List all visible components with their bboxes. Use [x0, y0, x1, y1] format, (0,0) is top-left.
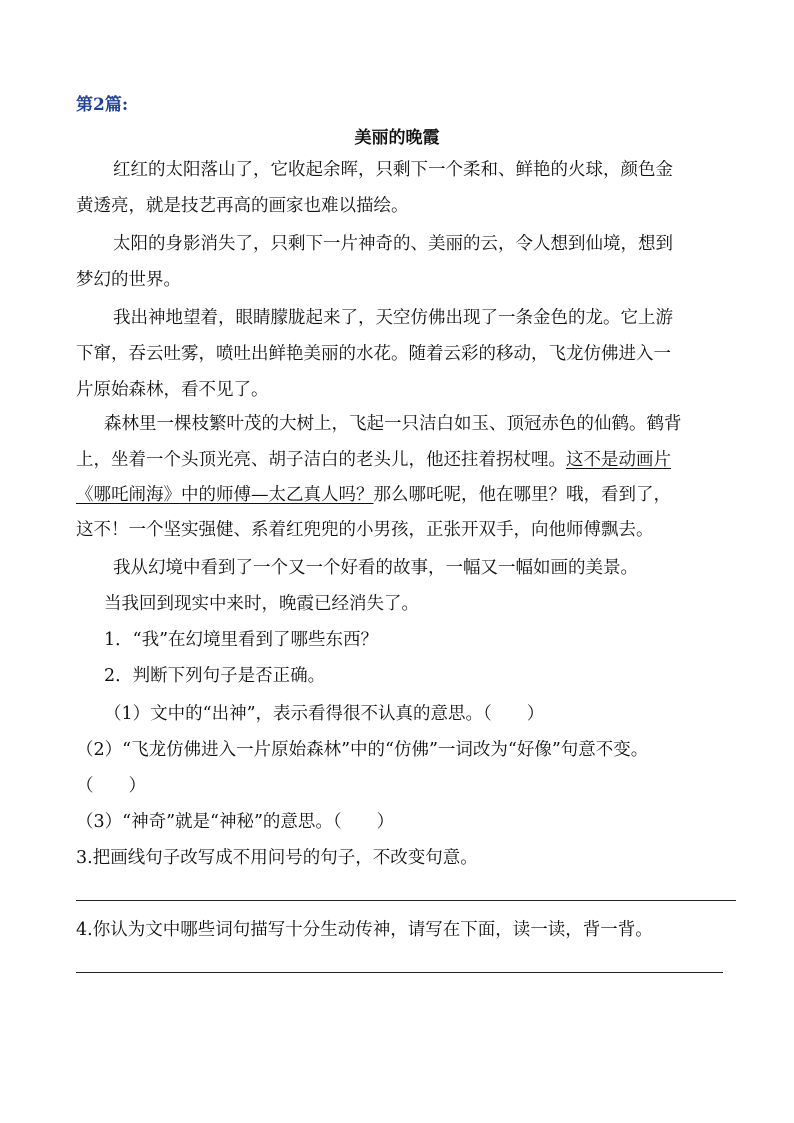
question-2-3: （3）“神奇”就是“神秘”的意思。（ ）	[76, 812, 395, 832]
question-2-1: （1）文中的“出神”，表示看得很不认真的意思。（ ）	[104, 704, 545, 724]
paragraph-4-line-2-text: 上，坐着一个头顶光亮、胡子洁白的老头儿，他还拄着拐杖哩。	[76, 450, 566, 470]
paragraph-6: 当我回到现实中来时，晚霞已经消失了。	[104, 594, 419, 614]
paragraph-4-line-4: 这不！一个坚实强健、系着红兜兜的小男孩，正张开双手，向他师傅飘去。	[76, 520, 654, 540]
paragraph-4-line-3-text: 那么哪吒呢，他在哪里？哦，看到了，	[373, 485, 671, 505]
paragraph-5: 我从幻境中看到了一个又一个好看的故事，一幅又一幅如画的美景。	[113, 558, 638, 578]
paragraph-2-line-1: 太阳的身影消失了，只剩下一片神奇的、美丽的云，令人想到仙境，想到	[113, 234, 673, 254]
section-label: 第2篇:	[76, 95, 129, 115]
paragraph-1-line-1: 红红的太阳落山了，它收起余晖，只剩下一个柔和、鲜艳的火球，颜色金	[113, 160, 673, 180]
question-2: 2．判断下列句子是否正确。	[104, 666, 326, 686]
paragraph-4-line-1: 森林里一棵枝繁叶茂的大树上，飞起一只洁白如玉、顶冠赤色的仙鹤。鹤背	[104, 414, 682, 434]
question-2-2: （2）“飞龙仿佛进入一片原始森林”中的“仿佛”一词改为“好像”句意不变。	[76, 740, 649, 760]
paragraph-4-line-3	[76, 483, 671, 507]
answer-line-3[interactable]	[76, 900, 736, 901]
question-1: 1．“我”在幻境里看到了哪些东西？	[104, 630, 379, 650]
question-2-2-bracket: （ ）	[76, 776, 146, 796]
underlined-sentence-part-1: 这不是动画片	[566, 450, 671, 470]
answer-line-4[interactable]	[76, 972, 723, 973]
paragraph-3-line-3: 片原始森林，看不见了。	[76, 380, 269, 400]
underlined-sentence-part-2: 《哪吒闹海》中的师傅—太乙真人吗？	[76, 485, 374, 505]
paragraph-2-line-2: 梦幻的世界。	[76, 270, 181, 290]
passage-title: 美丽的晚霞	[354, 128, 440, 148]
question-4: 4.你认为文中哪些词句描写十分生动传神，请写在下面，读一读，背一背。	[76, 920, 653, 940]
question-3: 3.把画线句子改写成不用问号的句子，不改变句意。	[76, 848, 478, 868]
paragraph-3-line-2: 下窜，吞云吐雾，喷吐出鲜艳美丽的水花。随着云彩的移动，飞龙仿佛进入一	[76, 344, 671, 364]
paragraph-1-line-2: 黄透亮，就是技艺再高的画家也难以描绘。	[76, 196, 409, 216]
paragraph-3-line-1: 我出神地望着，眼睛朦胧起来了，天空仿佛出现了一条金色的龙。它上游	[113, 308, 673, 328]
paragraph-4-line-2	[76, 448, 671, 472]
